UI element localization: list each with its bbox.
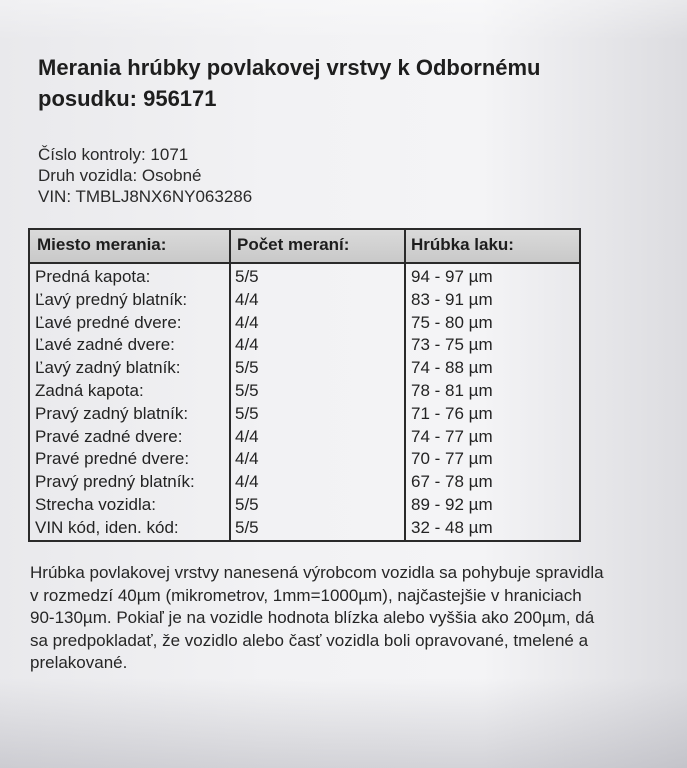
cell-count: 4/4 bbox=[235, 312, 259, 332]
cell-thickness: 78 - 81 µm bbox=[411, 380, 493, 400]
table-row bbox=[30, 266, 579, 289]
table-body bbox=[30, 266, 579, 540]
control-number: Číslo kontroly: 1071 bbox=[38, 145, 189, 164]
cell-count: 4/4 bbox=[235, 472, 259, 492]
cell-count: 5/5 bbox=[235, 358, 259, 378]
table-row bbox=[30, 312, 579, 335]
table-row bbox=[30, 357, 579, 380]
cell-location: Zadná kapota: bbox=[35, 380, 144, 400]
cell-thickness: 74 - 88 µm bbox=[411, 358, 493, 378]
cell-thickness: 73 - 75 µm bbox=[411, 335, 493, 355]
table-row bbox=[30, 448, 579, 471]
cell-location: Ľavé zadné dvere: bbox=[35, 335, 175, 355]
table-row bbox=[30, 426, 579, 449]
paper-highlight bbox=[0, 0, 687, 40]
header-thickness: Hrúbka laku: bbox=[411, 235, 514, 254]
cell-thickness: 32 - 48 µm bbox=[411, 517, 493, 537]
measurement-table bbox=[28, 228, 581, 542]
cell-thickness: 67 - 78 µm bbox=[411, 472, 493, 492]
cell-count: 5/5 bbox=[235, 494, 259, 514]
cell-count: 4/4 bbox=[235, 449, 259, 469]
cell-location: Predná kapota: bbox=[35, 267, 151, 286]
cell-count: 5/5 bbox=[235, 403, 259, 423]
cell-location: VIN kód, iden. kód: bbox=[35, 517, 179, 537]
cell-location: Pravé zadné dvere: bbox=[35, 426, 183, 446]
table-row bbox=[30, 471, 579, 494]
cell-location: Ľavé predné dvere: bbox=[35, 312, 182, 332]
table-row bbox=[30, 403, 579, 426]
header-count: Počet meraní: bbox=[237, 235, 350, 254]
table-row bbox=[30, 289, 579, 312]
cell-location: Pravý predný blatník: bbox=[35, 472, 195, 492]
cell-thickness: 83 - 91 µm bbox=[411, 289, 493, 309]
vin-number: VIN: TMBLJ8NX6NY063286 bbox=[38, 187, 253, 206]
cell-thickness: 74 - 77 µm bbox=[411, 426, 493, 446]
table-header bbox=[30, 230, 579, 264]
cell-location: Ľavý predný blatník: bbox=[35, 289, 188, 309]
cell-thickness: 75 - 80 µm bbox=[411, 312, 493, 332]
vehicle-info bbox=[38, 144, 252, 207]
cell-thickness: 94 - 97 µm bbox=[411, 267, 493, 286]
cell-count: 4/4 bbox=[235, 426, 259, 446]
cell-thickness: 89 - 92 µm bbox=[411, 494, 493, 514]
table-row bbox=[30, 334, 579, 357]
cell-thickness: 70 - 77 µm bbox=[411, 449, 493, 469]
table-row bbox=[30, 517, 579, 540]
vehicle-type: Druh vozidla: Osobné bbox=[38, 166, 202, 185]
cell-count: 4/4 bbox=[235, 289, 259, 309]
paper-shadow bbox=[0, 678, 687, 768]
cell-thickness: 71 - 76 µm bbox=[411, 403, 493, 423]
cell-count: 5/5 bbox=[235, 517, 259, 537]
document-title: Merania hrúbky povlakovej vrstvy k Odbornému posudku: 956171 bbox=[38, 55, 541, 111]
header-location: Miesto merania: bbox=[37, 235, 167, 254]
explanatory-note: Hrúbka povlakovej vrstvy nanesená výrobcom vozidla sa pohybuje spravidla v rozmedzí 40µm (mikrometrov, 1mm=1000µm), najčastejšie v hraniciach 90-130µm. Pokiaľ je na vozidle hodnota blízka alebo vyššia ako 200µm, dá sa predpokladať, že vozidlo alebo časť vozidla boli opravované, tmelené a prelakované. bbox=[30, 563, 604, 672]
cell-count: 5/5 bbox=[235, 267, 259, 286]
table-row bbox=[30, 380, 579, 403]
table-row bbox=[30, 494, 579, 517]
cell-location: Ľavý zadný blatník: bbox=[35, 358, 181, 378]
cell-location: Pravé predné dvere: bbox=[35, 449, 190, 469]
cell-location: Strecha vozidla: bbox=[35, 494, 156, 514]
cell-location: Pravý zadný blatník: bbox=[35, 403, 189, 423]
cell-count: 4/4 bbox=[235, 335, 259, 355]
cell-count: 5/5 bbox=[235, 380, 259, 400]
